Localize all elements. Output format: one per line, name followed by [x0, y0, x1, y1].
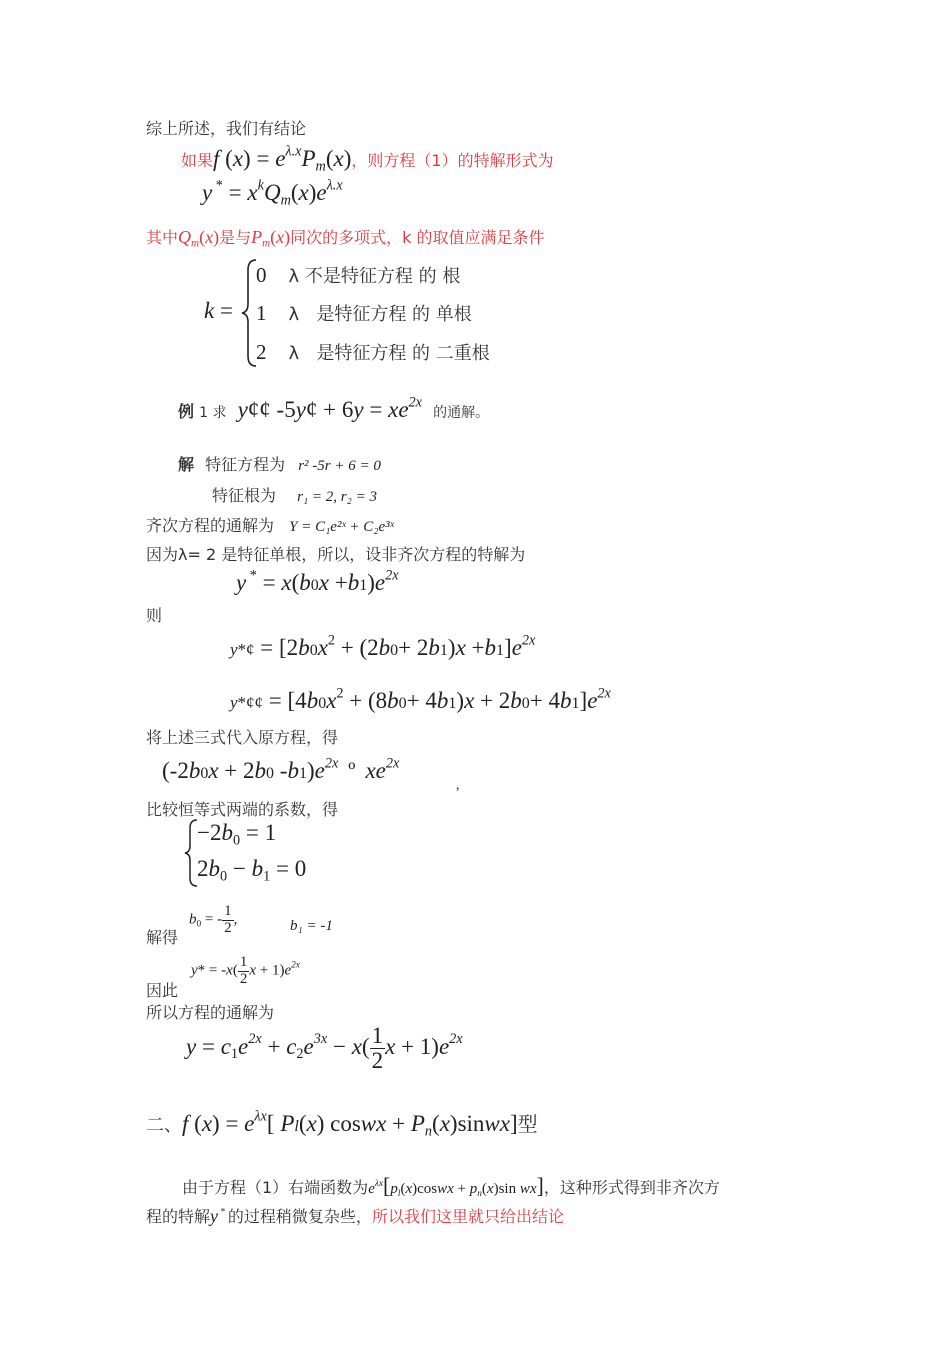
para-line-1: 由于方程（1）右端函数为$e^{\lambda x}[p_l(x)coswx + p_n(x)\sin$ wx]，这种形式得到非齐次方 [182, 1173, 720, 1199]
hence-text: 因此 [146, 981, 179, 1000]
first-derivative: y*¢ = $[2b0x^2 + (2b0+ 2b1)x +b1]e^{2x}$ [230, 632, 536, 660]
substitute-text: 将上述三式代入原方程，得 [146, 728, 339, 747]
k-label: k = [204, 298, 233, 323]
condition-line: 其中$Q_m(x)$是与$P_m(x)$同次的多项式，k 的取值应满足条件 [146, 227, 545, 250]
b0-value: $b_0$ = - $\frac{1}{2}$ , [189, 903, 238, 936]
rule-line: 如果f $(x) = e^{\lambda.x}P_m(x)$，则方程（1）的特解形式为 [181, 143, 554, 175]
homog-line: 齐次方程的通解为 Y = C₁e²ˣ + C₂e³ˣ [146, 516, 394, 535]
solve-label: 解得 [146, 928, 179, 947]
roots-line: 特征根为 r₁ = 2, r₂ = 3 [212, 486, 377, 505]
system-eq-1: $-2b_0 = 1$ [197, 820, 277, 849]
char-eq-line: 解 特征方程为 r² -5r + 6 = 0 [178, 455, 381, 474]
general-solution: $y = c_1e^{2x} + c_2e^{3x} - x$( $\frac{1}{2}$ $x + 1)e^{2x}$ [186, 1023, 463, 1074]
particular-form: y $^* = x(b0x +b1)e^{2x}$ [236, 567, 399, 595]
b1-value: b₁ = -1 [290, 918, 333, 934]
second-derivative: y*¢¢ = $[4b0x^2 + (8b0+ 4b1)x + 2b0+ 4b1]e^{2x}$ [230, 685, 611, 713]
substituted-identity: (-2b0x + 2b0 $-b1)e^{2x}$ º $xe^{2x}$ [162, 755, 400, 783]
intro-text: 综上所述，我们有结论 [146, 119, 307, 138]
rule-prefix: 如果 [181, 151, 214, 170]
case-0: 0 λ 不是特征方程 的 根 [256, 263, 461, 287]
particular-solution: y* = -x( $\frac{1}{2}$ $x + 1)e^{2x}$ [191, 954, 300, 987]
para-line-2: 程的特解y * 的过程稍微复杂些，所以我们这里就只给出结论 [146, 1206, 564, 1226]
so-general-text: 所以方程的通解为 [146, 1003, 275, 1022]
case-1: 1 λ 是特征方程 的 单根 [256, 301, 472, 325]
rule-suffix: ，则方程（1）的特解形式为 [351, 151, 554, 170]
f-of-x: f [213, 146, 220, 171]
section-2-heading: 二、f $(x) = e^{\lambda x}$[ Pl(x) coswx + $P_n(x)sinwx$]型 [146, 1108, 538, 1140]
example-line: 例 1 求 y¢¢ -5y¢ + $6y = xe^{2x}$ 的通解。 [178, 394, 490, 422]
comma-mark: , [456, 778, 460, 793]
system-eq-2: $2b_0 - b_1 = 0$ [197, 856, 307, 885]
then-text: 则 [146, 606, 163, 625]
case-2: 2 λ 是特征方程 的 二重根 [256, 340, 490, 364]
y-star-form: y $^* = x^kQ_m(x)e^{\lambda.x}$ [202, 177, 343, 209]
compare-text: 比较恒等式两端的系数，得 [146, 800, 339, 819]
because-line: 因为λ= 2 是特征单根，所以，设非齐次方程的特解为 [146, 545, 526, 564]
